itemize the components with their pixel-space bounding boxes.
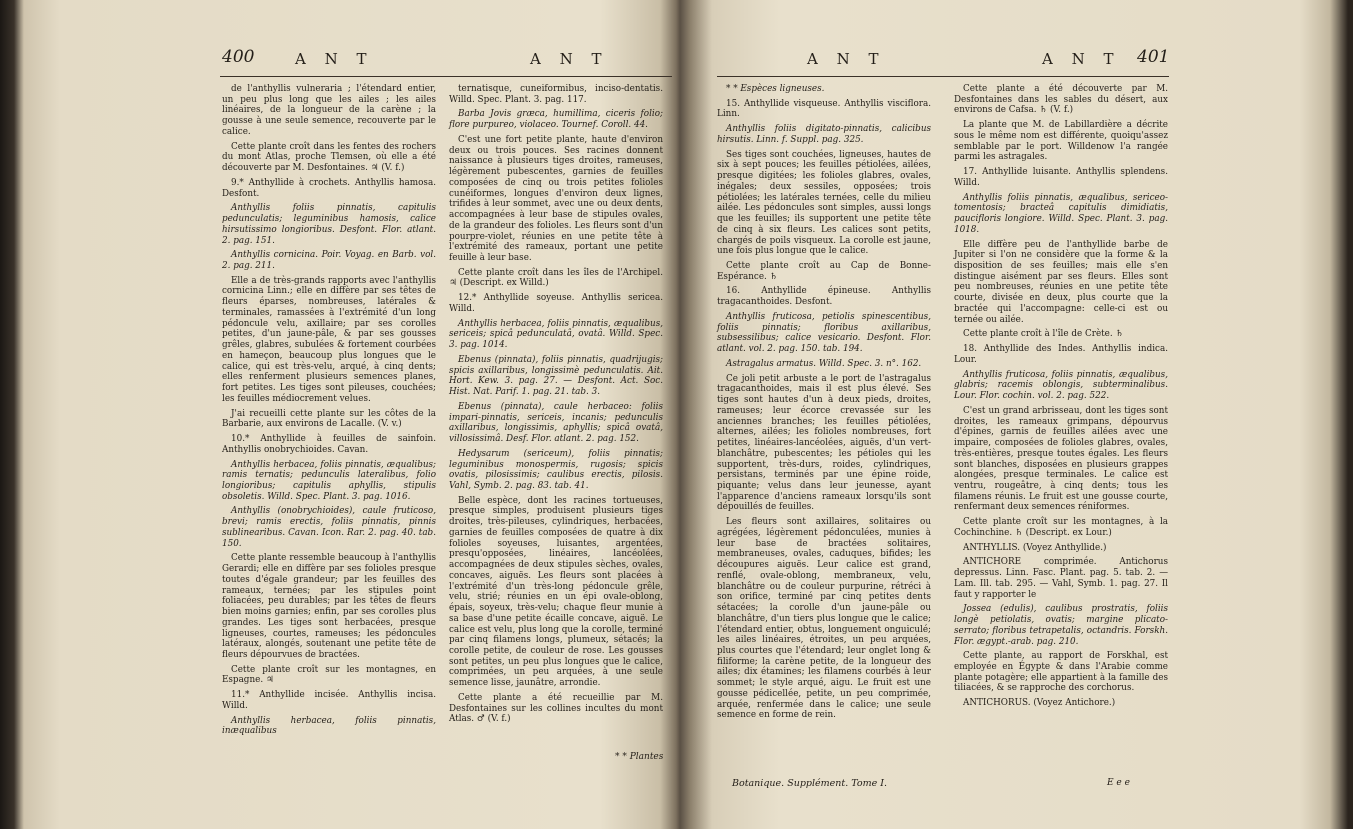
paragraph: Cette plante croît dans les îles de l'Archipel. ♃ (Descript. ex Willd.) — [449, 267, 663, 289]
paragraph: 16. Anthyllide épineuse. Anthyllis tragacanthoides. Desfont. — [717, 286, 931, 308]
paragraph: Anthyllis fruticosa, foliis pinnatis, æqualibus, glabris; racemis oblongis, subterminalibus. Lour. Flor. cochin. vol. 2. pag. 522. — [954, 369, 1168, 402]
page-number: 400 — [222, 47, 255, 67]
signature-mark: E e e — [1107, 778, 1130, 788]
paragraph: C'est une fort petite plante, haute d'environ deux ou trois pouces. Ses racines donnent naissance à plusieurs tiges droites, rameuses, légèrement pubescentes, garnies de feuilles composées de cinq ou trois petites folioles cunéiformes, longues d'environ deux lignes, trifides à leur sommet, avec une ou deux dents, accompagnées à leur base de stipules ovales, de la grandeur des folioles. Les fleurs sont d'un pourpre-violet, réunies en une petite tête à l'extrémité des rameaux, portant une petite feuille à leur base. — [449, 134, 663, 264]
running-head: A N T — [1042, 50, 1121, 68]
header-rule — [220, 76, 672, 77]
paragraph: Cette plante a été découverte par M. Desfontaines dans les sables du désert, aux environs de Cafsa. ♄ (V. f.) — [954, 84, 1168, 116]
running-head: A N T — [295, 50, 374, 68]
left-column-1 — [222, 84, 436, 741]
paragraph: Cette plante ressemble beaucoup à l'anthyllis Gerardi; elle en diffère par ses folioles presque toutes d'égale grandeur; par les feuilles des rameaux, ternées; par les stipules point foliacées, peu durables; par les têtes de fleurs bien moins garnies; enfin, par ses corolles plus grandes. Les tiges sont herbacées, presque ligneuses, courtes, rameuses; les pédoncules latéraux, alongés, soutenant une petite tête de fleurs dépourvues de bractées. — [222, 553, 436, 660]
paragraph: ANTICHORUS. (Voyez Antichore.) — [963, 698, 1116, 709]
paragraph: 18. Anthyllide des Indes. Anthyllis indica. Lour. — [954, 344, 1168, 365]
paragraph: Cette plante croît sur les montagnes, en Espagne. ♃ — [222, 664, 436, 686]
paragraph: Ce joli petit arbuste a le port de l'astragalus tragacanthoides, mais il est plus élevé. Ses tiges sont hautes d'un à deux pieds, droites, rameuses; leur écorce crevassée sur les anciennes branches; les feuilles pétiolées, alternes, ailées; les folioles nombreuses, fort petites, linéaires-lancéolées, aiguës, d'un vert-blanchâtre, pubescentes; les pétioles qui les supportent, très-durs, roides, cylindriques, persistans, terminés par une épine roide, piquante; velus dans leur jeunesse, ayant l'apparence d'anciens rameaux lorsqu'ils sont dépouillés de feuilles. — [717, 373, 931, 513]
paragraph: Barba Jovis græca, humillima, ciceris folio; flore purpureo, violaceo. Tournef. Coroll. 44. — [449, 109, 663, 131]
footer: Botanique. Supplément. Tome I. — [732, 778, 887, 789]
paragraph: Ses tiges sont couchées, ligneuses, hautes de six à sept pouces; les feuilles pétiolées, ailées, presque digitées; les folioles glabres, ovales, inégales; deux sessiles, opposées; trois pétiolées; les latérales ternées, celle du milieu ailée. Les pédoncules sont simples, aussi longs que les feuilles; ils supportent une petite tête de cinq à six fleurs. Les calices sont petits, chargés de poils visqueux. La corolle est jaune, une fois plus longue que le calice. — [717, 149, 931, 257]
paragraph: Hedysarum (sericeum), foliis pinnatis; leguminibus monospermis, rugosis; spicis ovatis, pilosissimis; caulibus erectis, pilosis. Vahl, Symb. 2. pag. 83. tab. 41. — [449, 448, 663, 491]
paragraph: Elle a de très-grands rapports avec l'anthyllis cornicina Linn.; elle en diffère par ses têtes de fleurs éparses, nombreuses, latérales & terminales, ramassées à l'extrémité d'un long pédoncule velu, axillaire; par ses corolles petites, d'un jaune-pâle, & par ses gousses grêles, glabres, subulées & fortement courbées en hameçon, beaucoup plus longues que le calice, qui est très-velu, arqué, à cinq dents; elles renferment plusieurs semences planes, fort petites. Les tiges sont pileuses, couchées; les feuilles médiocrement velues. — [222, 275, 436, 404]
paragraph: 17. Anthyllide luisante. Anthyllis splendens. Willd. — [954, 167, 1168, 188]
paragraph: Anthyllis foliis pinnatis, æqualibus, sericeo-tomentosis; bracteâ capitulis dimidiatis, paucifloris longiore. Willd. Spec. Plant. 3. pag. 1018. — [954, 192, 1168, 235]
paragraph: Anthyllis herbacea, foliis pinnatis, inæqualibus — [222, 715, 436, 737]
paragraph: Anthyllis herbacea, foliis pinnatis, æqualibus, sericeis; spicâ pedunculatâ, ovatâ. Willd. Spec. 3. pag. 1014. — [449, 318, 663, 351]
running-head: A N T — [807, 50, 886, 68]
right-column-1 — [717, 84, 931, 725]
paragraph: 12.* Anthyllide soyeuse. Anthyllis sericea. Willd. — [449, 293, 663, 314]
paragraph: 11.* Anthyllide incisée. Anthyllis incisa. Willd. — [222, 690, 436, 711]
paragraph: ANTHYLLIS. (Voyez Anthyllide.) — [963, 542, 1107, 553]
paragraph: Elle diffère peu de l'anthyllide barbe de Jupiter si l'on ne considère que la forme & la disposition de ses feuilles; mais elle s'en distingue aisément par ses fleurs. Elles sont peu nombreuses, réunies en une petite tête courte, divisée en deux, plus courte que la bractée qui l'accompagne: celle-ci est ou ternée ou ailée. — [954, 239, 1168, 325]
paragraph: La plante que M. de Labillardière a décrite sous le même nom est différente, quoiqu'assez semblable par le port. Willdenow l'a rangée parmi les astragales. — [954, 120, 1168, 163]
paragraph: de l'anthyllis vulneraria ; l'étendard entier, un peu plus long que les ailes ; les ailes linéaires, de la longueur de la carène ; la gousse à une seule semence, recouverte par le calice. — [222, 84, 436, 137]
paragraph: Cette plante croît sur les montagnes, à la Cochinchine. ♄ (Descript. ex Lour.) — [954, 517, 1168, 538]
left-column-2 — [449, 84, 663, 729]
paragraph: Anthyllis fruticosa, petiolis spinescentibus, foliis pinnatis; floribus axillaribus, subsessilibus; calice vesicario. Desfont. Flor. atlant. vol. 2. pag. 150. tab. 194. — [717, 311, 931, 355]
header-rule — [717, 76, 1169, 77]
catchword: * * Plantes — [615, 752, 664, 762]
paragraph: Anthyllis (onobrychioides), caule fruticoso, brevi; ramis erectis, foliis pinnatis, pinnis sublinearibus. Cavan. Icon. Rar. 2. pag. 40. tab. 150. — [222, 506, 436, 549]
paragraph: Ebenus (pinnata), foliis pinnatis, quadrijugis; spicis axillaribus, longissimè pedunculatis. Ait. Hort. Kew. 3. pag. 27. — Desfont. Act. Soc. Hist. Nat. Parif. 1. pag. 21. tab. 3. — [449, 354, 663, 398]
paragraph: Cette plante croît au Cap de Bonne-Espérance. ♄ — [717, 261, 931, 282]
paragraph: C'est un grand arbrisseau, dont les tiges sont droites, les rameaux grimpans, dépourvus d'épines, garnis de feuilles ailées avec une impaire, composées de folioles glabres, ovales, très-entières, presque toutes égales. Les fleurs sont blanches, disposées en plusieurs grappes alongées, presque terminales. Le calice est ventru, rougeâtre, à cinq dents; tous les filamens réunis. Le fruit est une gousse courte, renfermant deux semences réniformes. — [954, 405, 1168, 513]
paragraph: Ebenus (pinnata), caule herbaceo: foliis impari-pinnatis, sericeis, incanis; pedunculis axillaribus, longissimis, aphyllis; spicâ ovatâ, villosissimâ. Desf. Flor. atlant. 2. pag. 152. — [449, 401, 663, 445]
paragraph: Belle espèce, dont les racines tortueuses, presque simples, produisent plusieurs tiges droites, très-pileuses, cylindriques, herbacées, garnies de feuilles composées de quatre à dix folioles soyeuses, luisantes, argentées, presqu'opposées, linéaires, lancéolées, accompagnées de deux stipules sèches, ovales, concaves, aiguës. Les fleurs sont placées à l'extrémité d'un très-long pédoncule grêle, velu, strié; réunies en un épi ovale-oblong, épais, soyeux, très-velu; chaque fleur munie à sa base d'une petite écaille concave, aiguë. Le calice est velu, plus long que la corolle, terminé par cinq filamens longs, plumeux, sétacés; la corolle petite, de couleur de rose. Les gousses sont petites, un peu plus longues que le calice, comprimées, un peu arquées, à une seule semence lisse, jaunâtre, arrondie. — [449, 495, 663, 689]
paragraph: ANTICHORE comprimée. Antichorus depressus. Linn. Fasc. Plant. pag. 5. tab. 2. — Lam. Ill. tab. 295. — Vahl, Symb. 1. pag. 27. Il faut y rapporter le — [954, 557, 1168, 600]
paragraph: ternatisque, cuneiformibus, inciso-dentatis. Willd. Spec. Plant. 3. pag. 117. — [449, 84, 663, 105]
paragraph: 15. Anthyllide visqueuse. Anthyllis visciflora. Linn. — [717, 98, 931, 120]
paragraph: J'ai recueilli cette plante sur les côtes de la Barbarie, aux environs de Lacalle. (V. v.) — [222, 408, 436, 430]
paragraph: Anthyllis foliis pinnatis, capitulis pedunculatis; leguminibus hamosis, calice hirsutissimo longioribus. Desfont. Flor. atlant. 2. pag. 151. — [222, 203, 436, 246]
paragraph: Anthyllis herbacea, foliis pinnatis, æqualibus; ramis ternatis; pedunculis lateralibus, folio longioribus; capitulis aphyllis, stipulis obsoletis. Willd. Spec. Plant. 3. pag. 1016. — [222, 459, 436, 502]
paragraph: * * Espèces ligneuses. — [726, 84, 825, 94]
paragraph: Les fleurs sont axillaires, solitaires ou agrégées, légèrement pédonculées, munies à leur base de bractées solitaires, membraneuses, ovales, caduques, bifides; les découpures aiguës. Leur calice est grand, renflé, ovale-oblong, membraneux, velu, blanchâtre ou de couleur purpurine, rétréci à son orifice, terminé par cinq petites dents sétacées; la corolle d'un jaune-pâle ou blanchâtre, d'un tiers plus longue que le calice; l'étendard entier, obtus, longuement onguiculé; les ailes linéaires, étroites, un peu arquées, plus courtes que l'étendard; leur onglet long & filiforme; la carène petite, de la longueur des ailes; dix étamines; les filamens courbés à leur sommet; le style arqué, aigu. Le fruit est une gousse pédicellée, petite, un peu comprimée, arquée, renfermée dans le calice; une seule semence en forme de rein. — [717, 517, 931, 721]
paragraph: Anthyllis cornicina. Poir. Voyag. en Barb. vol. 2. pag. 211. — [222, 250, 436, 272]
paragraph: Cette plante, au rapport de Forskhal, est employée en Égypte & dans l'Arabie comme plante potagère; elle appartient à la famille des tiliacées, & se rapproche des corchorus. — [954, 651, 1168, 694]
paragraph: Anthyllis foliis digitato-pinnatis, calicibus hirsutis. Linn. f. Suppl. pag. 325. — [717, 124, 931, 145]
paragraph: Cette plante croît à l'île de Crète. ♄ — [963, 329, 1124, 340]
running-head: A N T — [530, 50, 609, 68]
paragraph: Astragalus armatus. Willd. Spec. 3. n°. 162. — [726, 358, 922, 369]
page-number: 401 — [1137, 47, 1170, 67]
paragraph: Cette plante croît dans les fentes des rochers du mont Atlas, proche Tlemsen, où elle a été découverte par M. Desfontaines. ♃ (V. f.) — [222, 141, 436, 174]
paragraph: Cette plante a été recueillie par M. Desfontaines sur les collines incultes du mont Atlas. ♂ (V. f.) — [449, 692, 663, 725]
right-column-2 — [954, 84, 1168, 713]
paragraph: 10.* Anthyllide à feuilles de sainfoin. Anthyllis onobrychioides. Cavan. — [222, 434, 436, 455]
paragraph: 9.* Anthyllide à crochets. Anthyllis hamosa. Desfont. — [222, 177, 436, 199]
paragraph: Jossea (edulis), caulibus prostratis, foliis longè petiolatis, ovatis; margine plicato-serrato; floribus tetrapetalis, octandris. Forskh. Flor. ægypt.-arab. pag. 210. — [954, 604, 1168, 647]
